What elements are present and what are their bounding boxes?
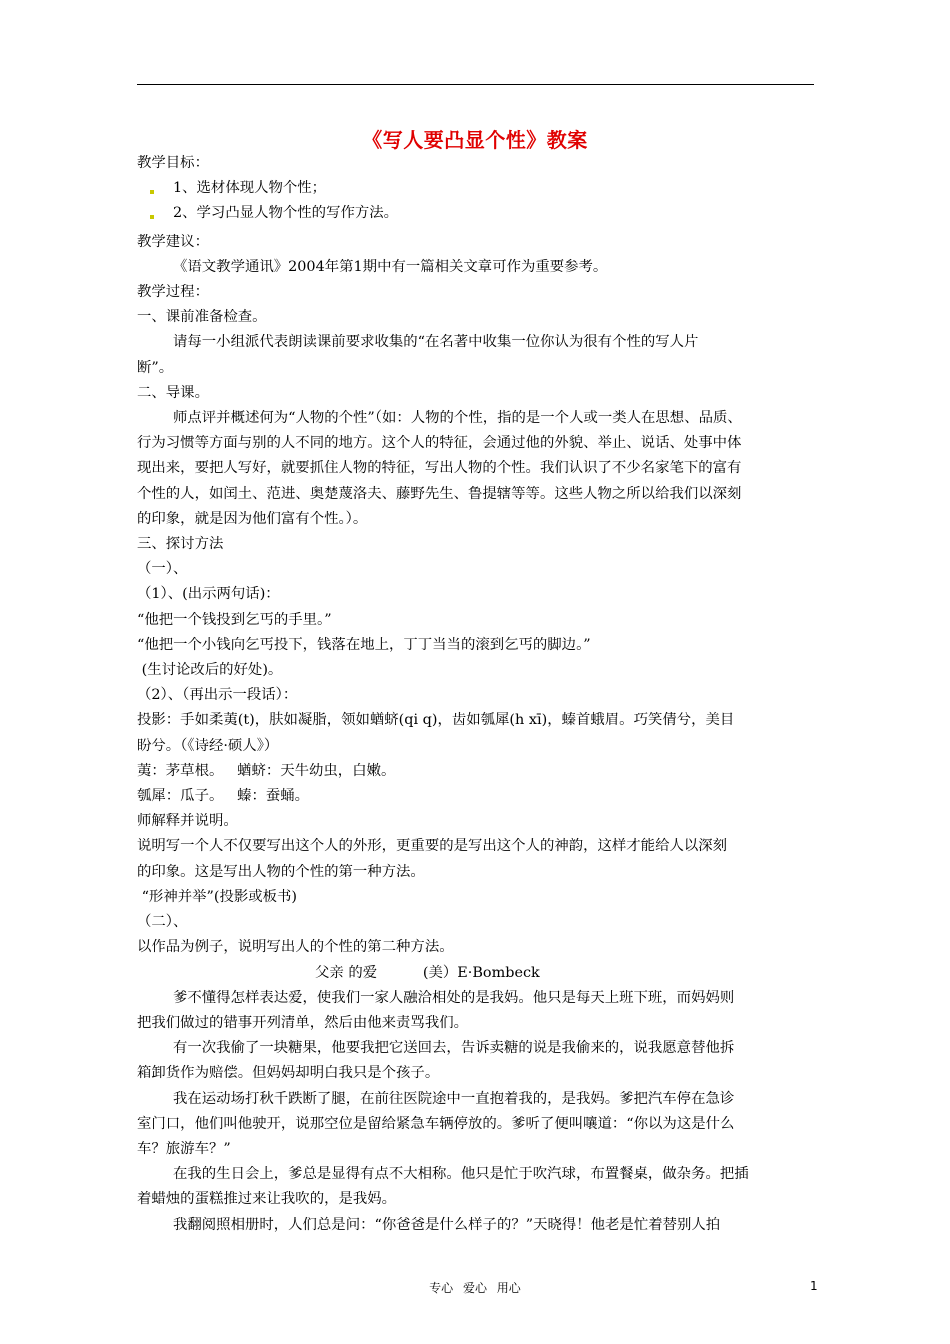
- story-line: 我翻阅照相册时，人们总是问：“你爸爸是什么样子的？”天晓得！他老是忙着替别人拍: [173, 1216, 721, 1233]
- section-2-heading: 二、导课。: [137, 384, 209, 401]
- story-line: 箱卸货作为赔偿。但妈妈却明白我只是个孩子。: [137, 1065, 440, 1082]
- goal-item: 1、选材体现人物个性；: [137, 176, 822, 201]
- paragraph-line: 的印象，就是因为他们富有个性。）。: [137, 510, 368, 527]
- page-title: 《写人要凸显个性》教案: [362, 128, 588, 152]
- suggest-heading: 教学建议：: [137, 233, 209, 250]
- goals-heading: 教学目标：: [137, 155, 209, 171]
- story-line: 着蜡烛的蛋糕推过来让我吹的，是我妈。: [137, 1191, 397, 1208]
- paragraph-line: 个性的人，如闰土、范进、奥楚蔑洛夫、藤野先生、鲁提辖等等。这些人物之所以给我们以深刻: [137, 485, 742, 502]
- paragraph-line: 盼兮。（《诗经·硕人》）: [137, 737, 279, 754]
- story-line: 有一次我偷了一块糖果，他要我把它送回去，告诉卖糖的说是我偷来的，说我愿意替他拆: [173, 1040, 735, 1057]
- story-line: 我在运动场打秋千跌断了腿，在前往医院途中一直抱着我的，是我妈。爹把汽车停在急诊: [173, 1090, 735, 1107]
- process-heading: 教学过程：: [137, 284, 209, 301]
- paragraph-line: 荑：茅草根。 蝤蛴：天牛幼虫，白嫩。: [137, 762, 396, 779]
- story-title: 父亲 的爱 (美）E·Bombeck: [315, 964, 540, 981]
- story-line: 把我们做过的错事开列清单，然后由他来责骂我们。: [137, 1014, 468, 1031]
- paragraph-line: 的印象。这是写出人物的个性的第一种方法。: [137, 863, 425, 880]
- paragraph-line: （2）、（再出示一段话）：: [137, 687, 298, 704]
- section-3-heading: 三、探讨方法: [137, 536, 224, 553]
- paragraph-line: 现出来，要把人写好，就要抓住人物的特征，写出人物的个性。我们认识了不少名家笔下的富有: [137, 460, 742, 477]
- suggest-text: 《语文教学通讯》2004年第1期中有一篇相关文章可作为重要参考。: [173, 258, 608, 275]
- paragraph-line: 瓠犀：瓜子。 螓：蚕蛹。: [137, 788, 310, 805]
- paragraph-line: 师解释并说明。: [137, 813, 238, 830]
- paragraph-line: 投影：手如柔荑(t)，肤如凝脂，领如蝤蛴(qi q)，齿如瓠犀(h xī)，螓首蛾眉。巧笑倩兮，美目: [137, 712, 735, 729]
- paragraph-line: （二）、: [137, 914, 188, 931]
- story-line: 室门口，他们叫他驶开，说那空位是留给紧急车辆停放的。爹听了便叫嚷道：“你以为这是什么: [137, 1115, 735, 1132]
- story-line: 在我的生日会上，爹总是显得有点不大相称。他只是忙于吹汽球，布置餐桌，做杂务。把插: [173, 1166, 749, 1183]
- paragraph-line: 请每一小组派代表朗读课前要求收集的“在名著中收集一位你认为很有个性的写人片: [173, 334, 699, 351]
- paragraph-line: 行为习惯等方面与别的人不同的地方。这个人的特征，会通过他的外貌、举止、说话、处事中体: [137, 435, 742, 452]
- paragraph-line: “形神并举”(投影或板书): [137, 888, 298, 905]
- bullet-icon: [150, 215, 154, 219]
- paragraph-line: 说明写一个人不仅要写出这个人的外形，更重要的是写出这个人的神韵，这样才能给人以深刻: [137, 838, 728, 855]
- paragraph-line: “他把一个钱投到乞丐的手里。”: [137, 611, 332, 628]
- story-line: 车？旅游车？”: [137, 1140, 231, 1157]
- paragraph-line: (生讨论改后的好处)。: [137, 662, 283, 679]
- paragraph-line: “他把一个小钱向乞丐投下，钱落在地上，丁丁当当的滚到乞丐的脚边。”: [137, 636, 591, 653]
- paragraph-line: 以作品为例子，说明写出人的个性的第二种方法。: [137, 939, 454, 956]
- header-rule: [137, 84, 814, 85]
- paragraph-line: （1）、(出示两句话)：: [137, 586, 280, 603]
- bullet-icon: [150, 190, 154, 194]
- goal-item: 2、学习凸显人物个性的写作方法。: [137, 201, 822, 226]
- section-1-heading: 一、课前准备检查。: [137, 309, 267, 326]
- page-footer: 专心 爱心 用心: [429, 1281, 521, 1295]
- document-body: [137, 151, 822, 1238]
- story-line: 爹不懂得怎样表达爱，使我们一家人融洽相处的是我妈。他只是每天上班下班，而妈妈则: [173, 989, 735, 1006]
- paragraph-line: 师点评并概述何为“人物的个性”（如：人物的个性，指的是一个人或一类人在思想、品质、: [173, 410, 742, 427]
- page-number: 1: [810, 1279, 818, 1293]
- paragraph-line: （一）、: [137, 561, 188, 578]
- paragraph-line: 断”。: [137, 359, 174, 376]
